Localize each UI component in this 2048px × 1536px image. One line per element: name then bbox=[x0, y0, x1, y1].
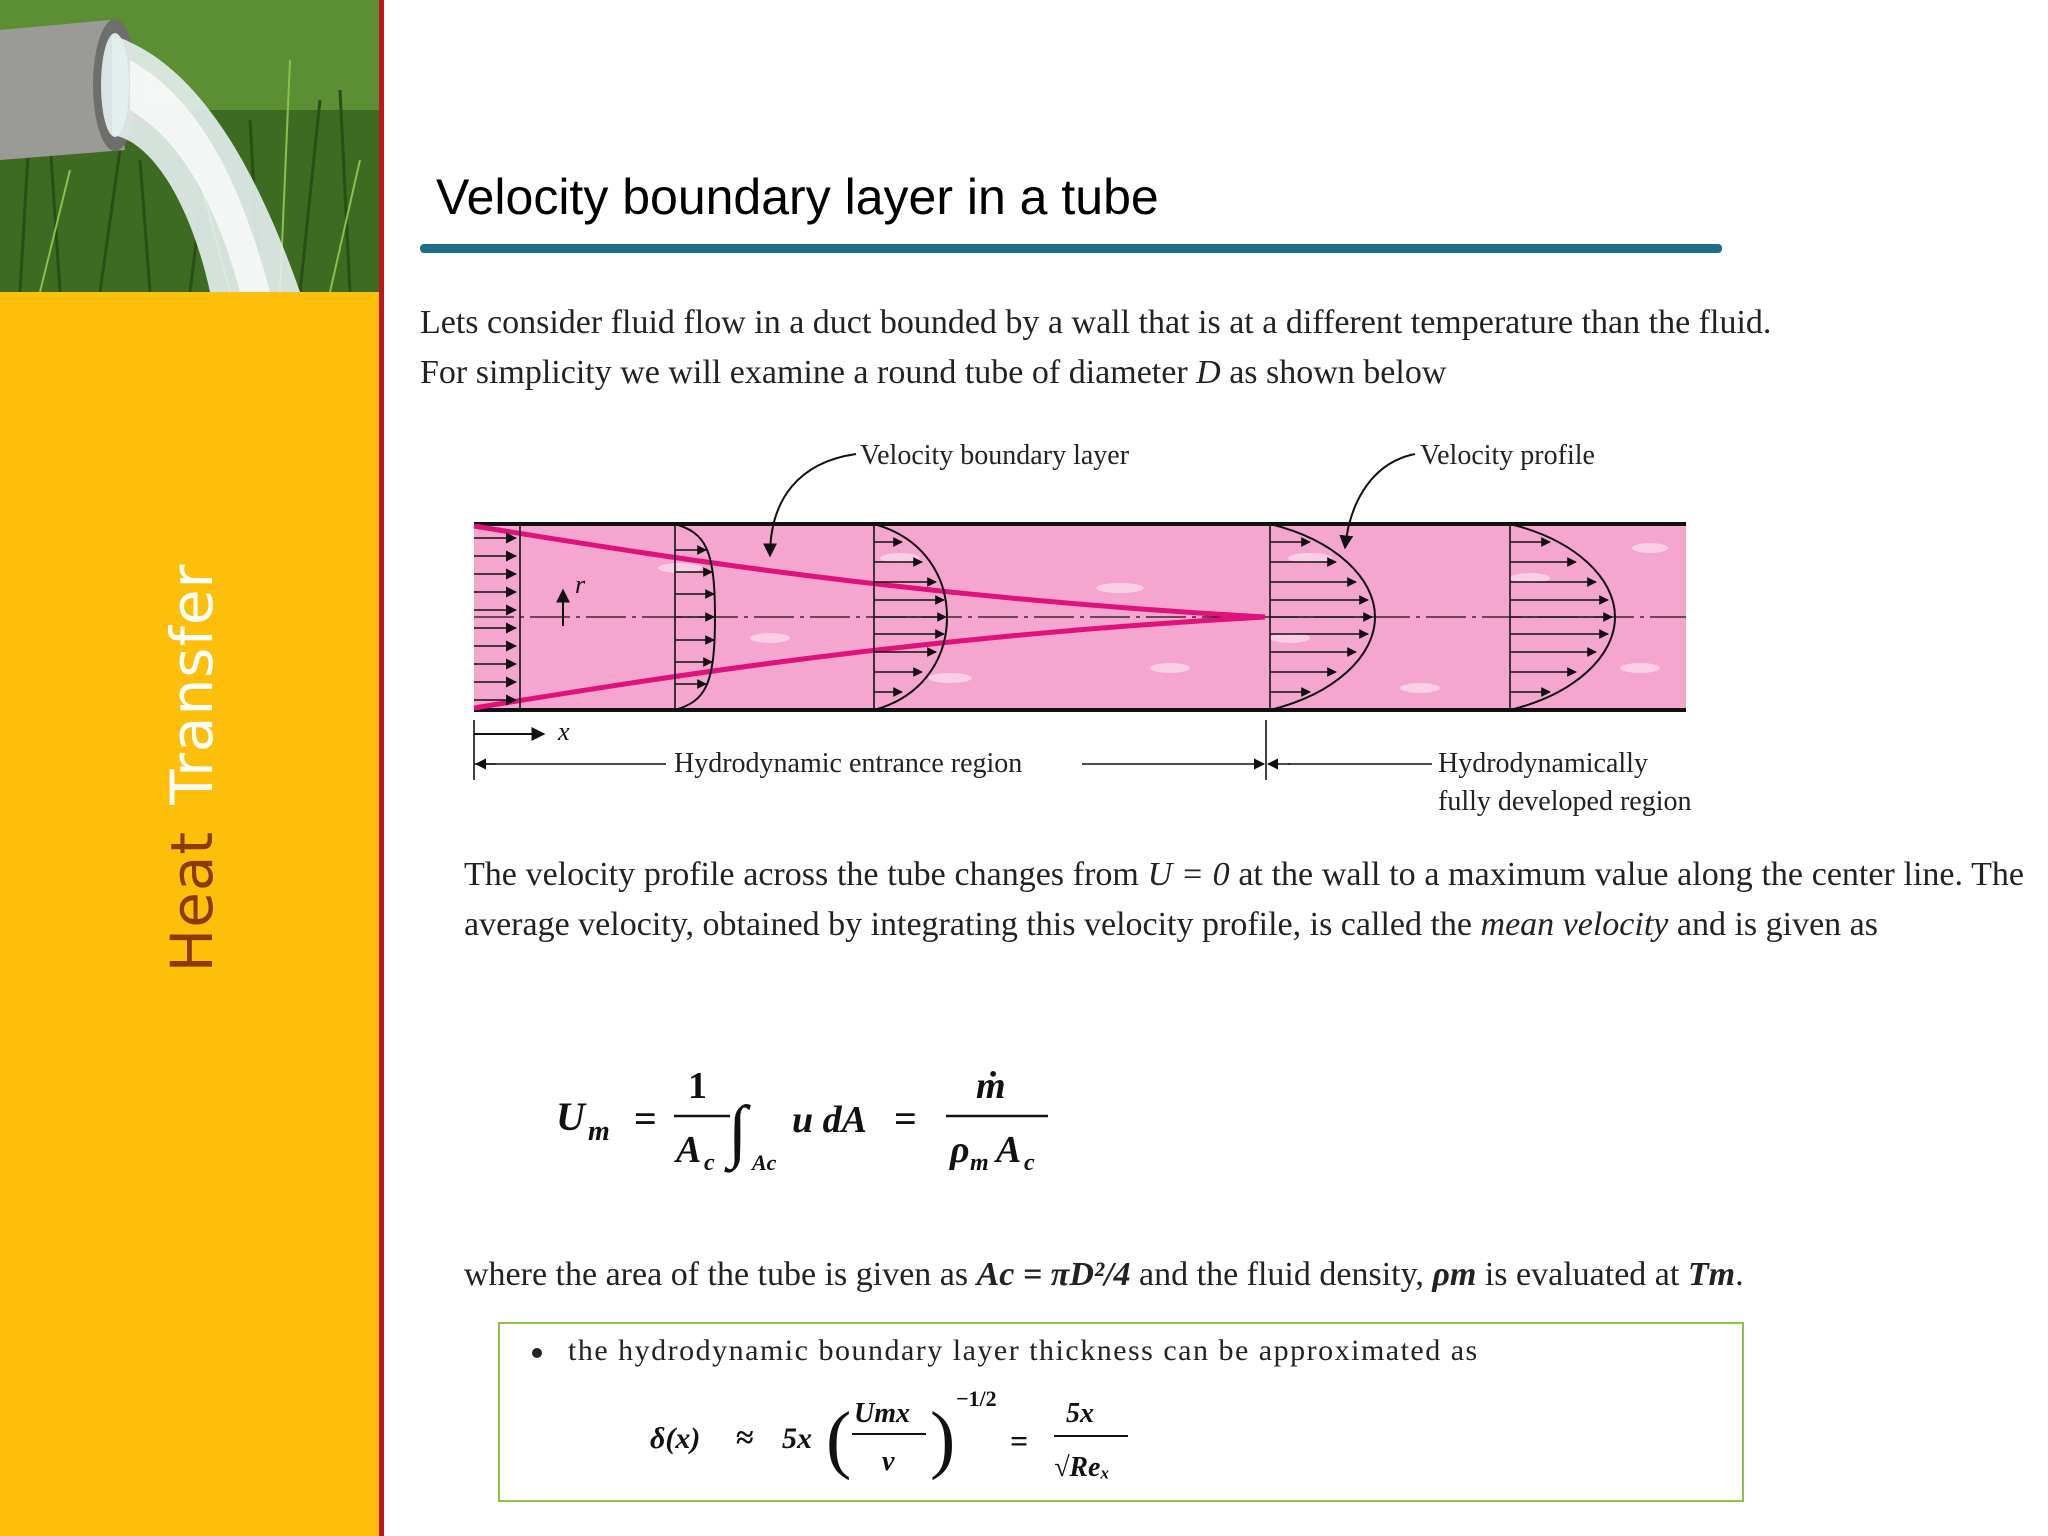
boundary-thickness-equation bbox=[650, 1386, 1130, 1496]
velocity-profile-paragraph bbox=[464, 850, 2024, 950]
label-entrance-region: Hydrodynamic entrance region bbox=[674, 748, 1023, 779]
r-label: r bbox=[575, 570, 586, 599]
eq-integrand: u dA bbox=[792, 1099, 867, 1141]
delta-coef: 5x bbox=[782, 1422, 812, 1455]
delta-inner-num: Umx bbox=[854, 1398, 910, 1429]
area-equation: Ac = πD²/4 bbox=[976, 1256, 1131, 1293]
eq-frac2-num: ṁ bbox=[976, 1065, 1006, 1107]
delta-rparen: ) bbox=[930, 1397, 956, 1481]
bullet-icon bbox=[532, 1348, 542, 1358]
eq-integral-sub: Ac bbox=[752, 1150, 777, 1175]
para2-text-b: at the wall to a maximum value along the center line. The average velocity, obtained by integrating this velocity profile, is called the bbox=[464, 856, 2024, 943]
diameter-symbol: D bbox=[1196, 354, 1221, 391]
pipe-grass-illustration bbox=[0, 0, 379, 292]
vertical-course-title bbox=[158, 564, 226, 973]
eq-frac1-den: A bbox=[676, 1129, 702, 1171]
eq-frac1-num: 1 bbox=[688, 1065, 707, 1107]
x-label: x bbox=[558, 717, 570, 746]
para3-text-b: and the fluid density, bbox=[1130, 1256, 1433, 1293]
sidebar bbox=[0, 0, 384, 1536]
para2-inline-eq: U = 0 bbox=[1147, 856, 1230, 893]
mean-velocity-equation bbox=[556, 1058, 1076, 1198]
mean-velocity-term: mean velocity bbox=[1480, 906, 1669, 943]
density-symbol: ρm bbox=[1432, 1256, 1477, 1293]
eq-frac1-den-sub: c bbox=[704, 1150, 715, 1176]
intro-line-2 bbox=[420, 348, 2020, 398]
eq-frac2-den-A: A bbox=[996, 1129, 1022, 1171]
area-density-paragraph bbox=[464, 1250, 2024, 1300]
para3-end: . bbox=[1735, 1256, 1744, 1293]
eq-equals-2: = bbox=[894, 1096, 917, 1141]
label-velocity-profile: Velocity profile bbox=[1420, 440, 1595, 471]
label-developed-line2: fully developed region bbox=[1438, 786, 1692, 817]
label-developed-line1: Hydrodynamically bbox=[1438, 748, 1648, 779]
slide-title: Velocity boundary layer in a tube bbox=[436, 169, 1159, 225]
boundary-thickness-note-box bbox=[498, 1322, 1744, 1502]
para2-text-a: The velocity profile across the tube changes from bbox=[464, 856, 1148, 893]
tube-boundary-layer-diagram bbox=[470, 438, 1770, 828]
intro-text-b: as shown below bbox=[1220, 354, 1447, 391]
eq-lhs-sub: m bbox=[588, 1116, 610, 1147]
intro-line-1: Lets consider fluid flow in a duct bounded by a wall that is at a different temperature than the fluid. bbox=[420, 304, 1772, 341]
note-text: the hydrodynamic boundary layer thickness can be approximated as bbox=[568, 1334, 1479, 1367]
para2-text-c: and is given as bbox=[1668, 906, 1879, 943]
intro-text-a: For simplicity we will examine a round tube of diameter bbox=[420, 354, 1197, 391]
eq-lhs-U: U bbox=[556, 1094, 585, 1139]
delta-lhs: δ(x) bbox=[650, 1422, 701, 1455]
delta-inner-den: ν bbox=[882, 1446, 895, 1477]
eq-integral: ∫ bbox=[728, 1093, 748, 1170]
intro-paragraph bbox=[420, 298, 2020, 398]
eq-frac2-den-rho: ρ bbox=[950, 1129, 970, 1171]
title-word-heat: Heat bbox=[158, 830, 226, 973]
title-word-transfer: Transfer bbox=[158, 563, 226, 805]
para3-text-a: where the area of the tube is given as bbox=[464, 1256, 977, 1293]
delta-rhs-num: 5x bbox=[1066, 1398, 1094, 1429]
mean-temperature-symbol: Tm bbox=[1687, 1256, 1736, 1293]
label-velocity-boundary-layer: Velocity boundary layer bbox=[860, 440, 1130, 471]
delta-approx: ≈ bbox=[736, 1419, 754, 1455]
delta-exponent: −1/2 bbox=[956, 1386, 997, 1411]
title-underline bbox=[420, 244, 1722, 253]
delta-equals: = bbox=[1010, 1423, 1029, 1459]
eq-frac2-den-sub2: c bbox=[1024, 1150, 1035, 1176]
delta-lparen: ( bbox=[826, 1397, 852, 1481]
eq-frac2-den-sub1: m bbox=[970, 1150, 989, 1176]
eq-equals-1: = bbox=[634, 1096, 657, 1141]
note-line bbox=[532, 1334, 1479, 1368]
header-photo-pipe-grass bbox=[0, 0, 379, 292]
delta-rhs-den: √Reₓ bbox=[1054, 1452, 1110, 1483]
para3-text-c: is evaluated at bbox=[1476, 1256, 1688, 1293]
